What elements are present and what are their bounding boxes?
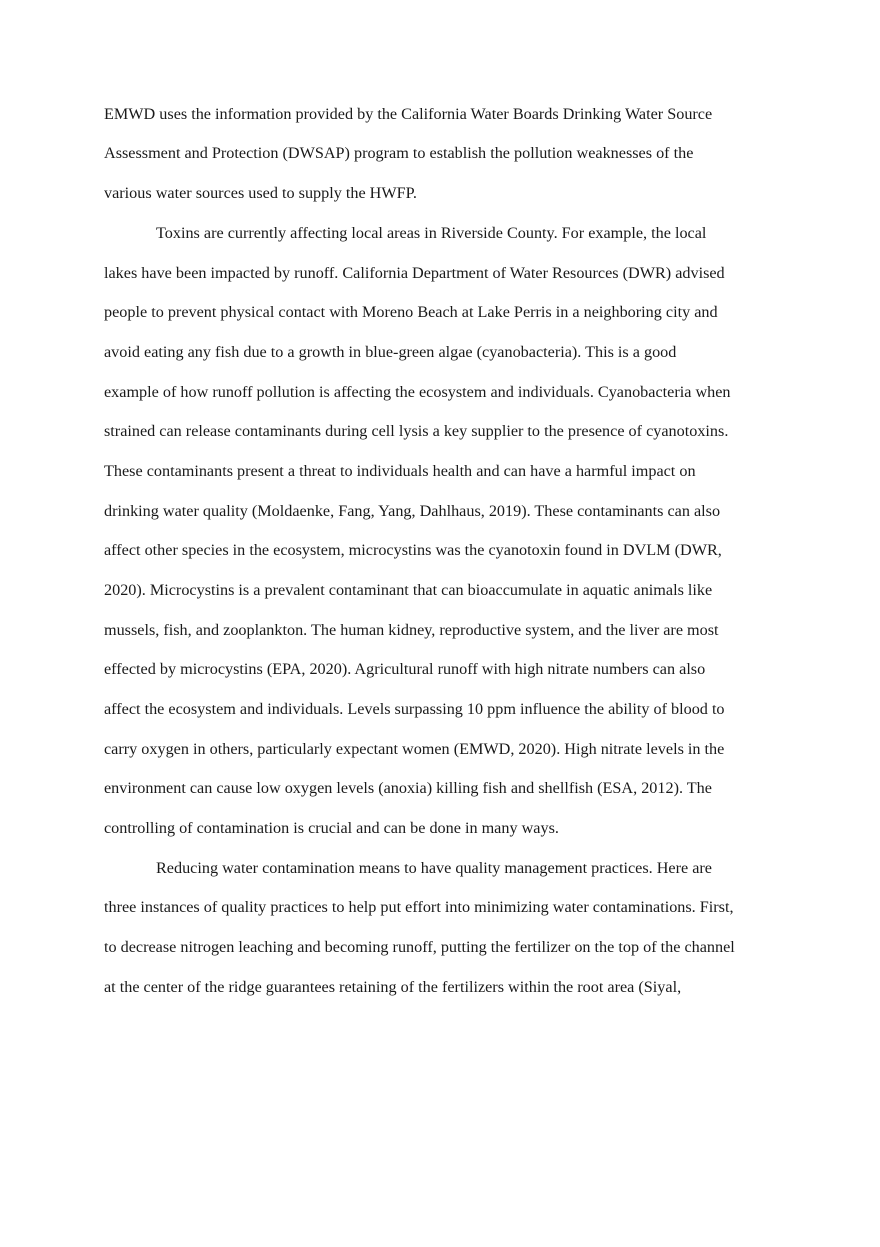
text-line: three instances of quality practices to help put effort into minimizing water contaminations. First,	[104, 898, 734, 916]
text-line: avoid eating any fish due to a growth in blue-green algae (cyanobacteria). This is a good	[104, 343, 677, 361]
text-line: lakes have been impacted by runoff. California Department of Water Resources (DWR) advised	[104, 264, 725, 282]
text-line: mussels, fish, and zooplankton. The human kidney, reproductive system, and the liver are most	[104, 621, 719, 639]
text-line: carry oxygen in others, particularly expectant women (EMWD, 2020). High nitrate levels in the	[104, 740, 725, 758]
text-line: Assessment and Protection (DWSAP) program to establish the pollution weaknesses of the	[104, 144, 694, 162]
text-line: controlling of contamination is crucial and can be done in many ways.	[104, 819, 559, 837]
text-line: various water sources used to supply the HWFP.	[104, 184, 417, 202]
text-line: EMWD uses the information provided by the California Water Boards Drinking Water Source	[104, 105, 713, 123]
text-line: people to prevent physical contact with Moreno Beach at Lake Perris in a neighboring city and	[104, 303, 718, 321]
text-line: affect other species in the ecosystem, microcystins was the cyanotoxin found in DVLM (DWR,	[104, 541, 722, 559]
text-line: effected by microcystins (EPA, 2020). Agricultural runoff with high nitrate numbers can also	[104, 660, 706, 678]
text-line: to decrease nitrogen leaching and becoming runoff, putting the fertilizer on the top of the channel	[104, 938, 735, 956]
text-line: strained can release contaminants during cell lysis a key supplier to the presence of cyanotoxins.	[104, 422, 729, 440]
paragraph-first-line: Reducing water contamination means to have quality management practices. Here are	[156, 859, 712, 877]
text-line: These contaminants present a threat to individuals health and can have a harmful impact on	[104, 462, 696, 480]
text-line: at the center of the ridge guarantees retaining of the fertilizers within the root area (Siyal,	[104, 978, 682, 996]
text-line: example of how runoff pollution is affecting the ecosystem and individuals. Cyanobacteria when	[104, 383, 731, 401]
text-line: affect the ecosystem and individuals. Levels surpassing 10 ppm influence the ability of blood to	[104, 700, 725, 718]
text-line: drinking water quality (Moldaenke, Fang, Yang, Dahlhaus, 2019). These contaminants can also	[104, 502, 721, 520]
paragraph-first-line: Toxins are currently affecting local areas in Riverside County. For example, the local	[156, 224, 707, 242]
text-line: 2020). Microcystins is a prevalent contaminant that can bioaccumulate in aquatic animals like	[104, 581, 713, 599]
text-line: environment can cause low oxygen levels (anoxia) killing fish and shellfish (ESA, 2012). The	[104, 779, 712, 797]
